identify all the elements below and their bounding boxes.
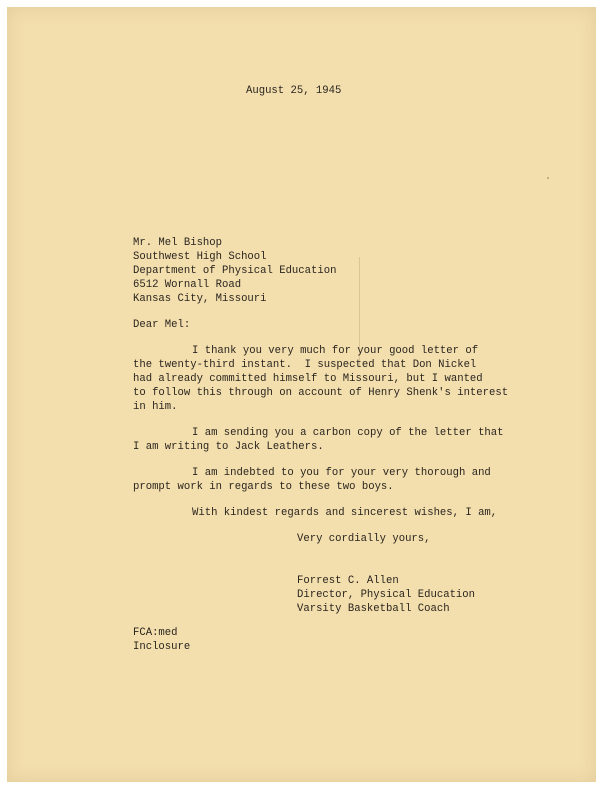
paragraph2-line: I am writing to Jack Leathers. xyxy=(133,441,324,453)
signer-title: Varsity Basketball Coach xyxy=(297,603,450,615)
signer-name: Forrest C. Allen xyxy=(297,575,399,587)
paragraph1-line: the twenty-third instant. I suspected that Don Nickel xyxy=(133,359,477,371)
letter-date: August 25, 1945 xyxy=(246,85,342,97)
recipient-school: Southwest High School xyxy=(133,251,267,263)
paragraph3-line: prompt work in regards to these two boys. xyxy=(133,481,394,493)
closing-sentence: With kindest regards and sincerest wishes, I am, xyxy=(192,507,498,519)
paragraph3-line: I am indebted to you for your very thorough and xyxy=(192,467,491,479)
paper-speck xyxy=(547,177,549,179)
paragraph1-line: in him. xyxy=(133,401,178,413)
recipient-city: Kansas City, Missouri xyxy=(133,293,267,305)
recipient-name: Mr. Mel Bishop xyxy=(133,237,223,249)
paragraph1-line: to follow this through on account of Henry Shenk's interest xyxy=(133,387,509,399)
signer-title: Director, Physical Education xyxy=(297,589,476,601)
recipient-department: Department of Physical Education xyxy=(133,265,337,277)
complimentary-close: Very cordially yours, xyxy=(297,533,431,545)
paragraph2-line: I am sending you a carbon copy of the letter that xyxy=(192,427,504,439)
letter-page xyxy=(7,7,596,782)
salutation: Dear Mel: xyxy=(133,319,191,331)
enclosure-note: Inclosure xyxy=(133,641,191,653)
paragraph1-line: I thank you very much for your good letter of xyxy=(192,345,479,357)
paragraph1-line: had already committed himself to Missouri, but I wanted xyxy=(133,373,483,385)
reference-initials: FCA:med xyxy=(133,627,178,639)
recipient-street: 6512 Wornall Road xyxy=(133,279,242,291)
